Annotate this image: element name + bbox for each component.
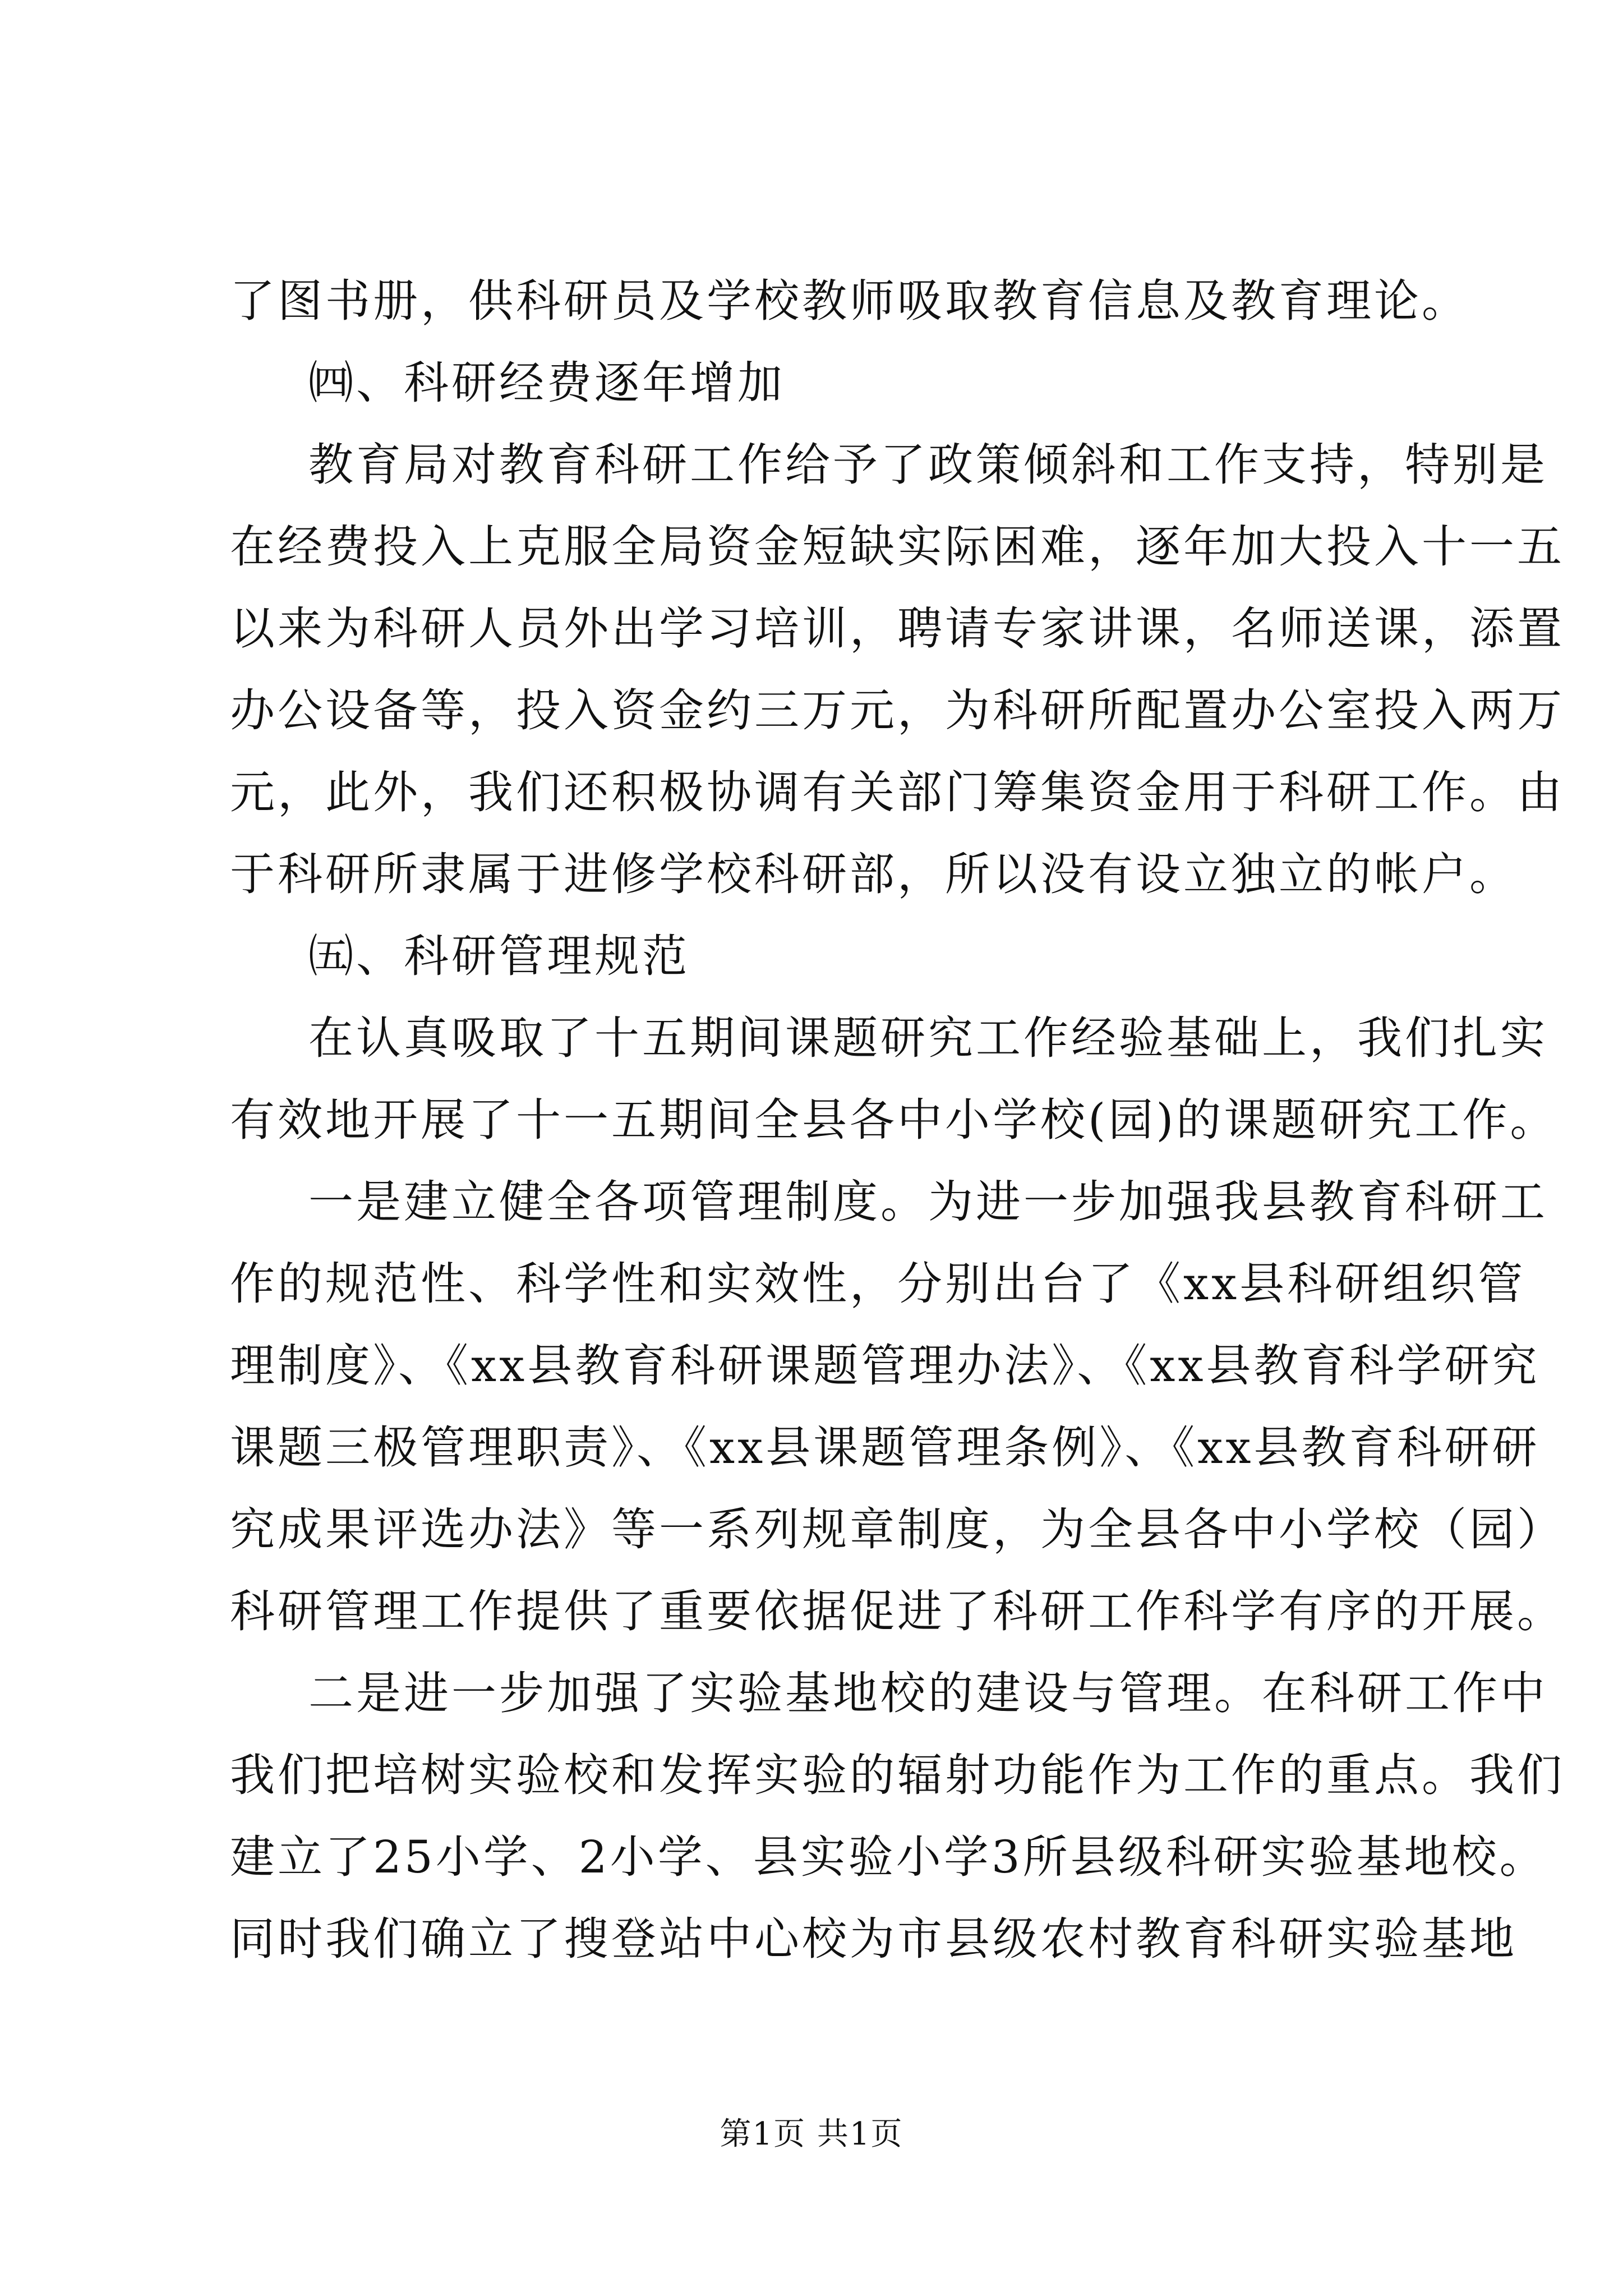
text-line: 同时我们确立了搜登站中心校为市县级农村教育科研实验基地 bbox=[230, 1913, 1517, 1965]
text-line: 作的规范性、科学性和实效性，分别出台了《xx县科研组织管 bbox=[230, 1258, 1526, 1310]
text-line: 科研管理工作提供了重要依据促进了科研工作科学有序的开展。 bbox=[230, 1585, 1565, 1637]
page-footer bbox=[0, 2115, 1623, 2154]
text-line: 我们把培树实验校和发挥实验的辐射功能作为工作的重点。我们 bbox=[230, 1749, 1565, 1801]
text-line: 二是进一步加强了实验基地校的建设与管理。在科研工作中 bbox=[308, 1667, 1548, 1719]
text-line: 究成果评选办法》等一系列规章制度，为全县各中小学校（园） bbox=[230, 1503, 1565, 1556]
text-line: 在认真吸取了十五期间课题研究工作经验基础上，我们扎实 bbox=[308, 1012, 1548, 1064]
section-heading: ㈤、科研管理规范 bbox=[308, 930, 690, 982]
text-line: 有效地开展了十一五期间全县各中小学校(园)的课题研究工作。 bbox=[230, 1094, 1558, 1146]
text-line: 一是建立健全各项管理制度。为进一步加强我县教育科研工 bbox=[308, 1176, 1548, 1228]
text-line: 建立了25小学、2小学、县实验小学3所县级科研实验基地校。 bbox=[230, 1831, 1547, 1883]
page-number-label: 第1页 共1页 bbox=[720, 2116, 903, 2152]
text-line: 理制度》、《xx县教育科研课题管理办法》、《xx县教育科学研究 bbox=[230, 1340, 1540, 1392]
text-line: 以来为科研人员外出学习培训，聘请专家讲课，名师送课，添置 bbox=[230, 602, 1565, 655]
text-line: 办公设备等，投入资金约三万元，为科研所配置办公室投入两万 bbox=[230, 684, 1565, 737]
text-line: 在经费投入上克服全局资金短缺实际困难，逐年加大投入十一五 bbox=[230, 521, 1565, 573]
text-line: 了图书册，供科研员及学校教师吸取教育信息及教育理论。 bbox=[230, 275, 1469, 327]
text-line: 教育局对教育科研工作给予了政策倾斜和工作支持，特别是 bbox=[308, 439, 1548, 491]
text-line: 课题三极管理职责》、《xx县课题管理条例》、《xx县教育科研研 bbox=[230, 1421, 1540, 1474]
section-heading: ㈣、科研经费逐年增加 bbox=[308, 357, 785, 409]
text-line: 元，此外，我们还积极协调有关部门筹集资金用于科研工作。由 bbox=[230, 766, 1565, 818]
text-line: 于科研所隶属于进修学校科研部，所以没有设立独立的帐户。 bbox=[230, 848, 1517, 900]
